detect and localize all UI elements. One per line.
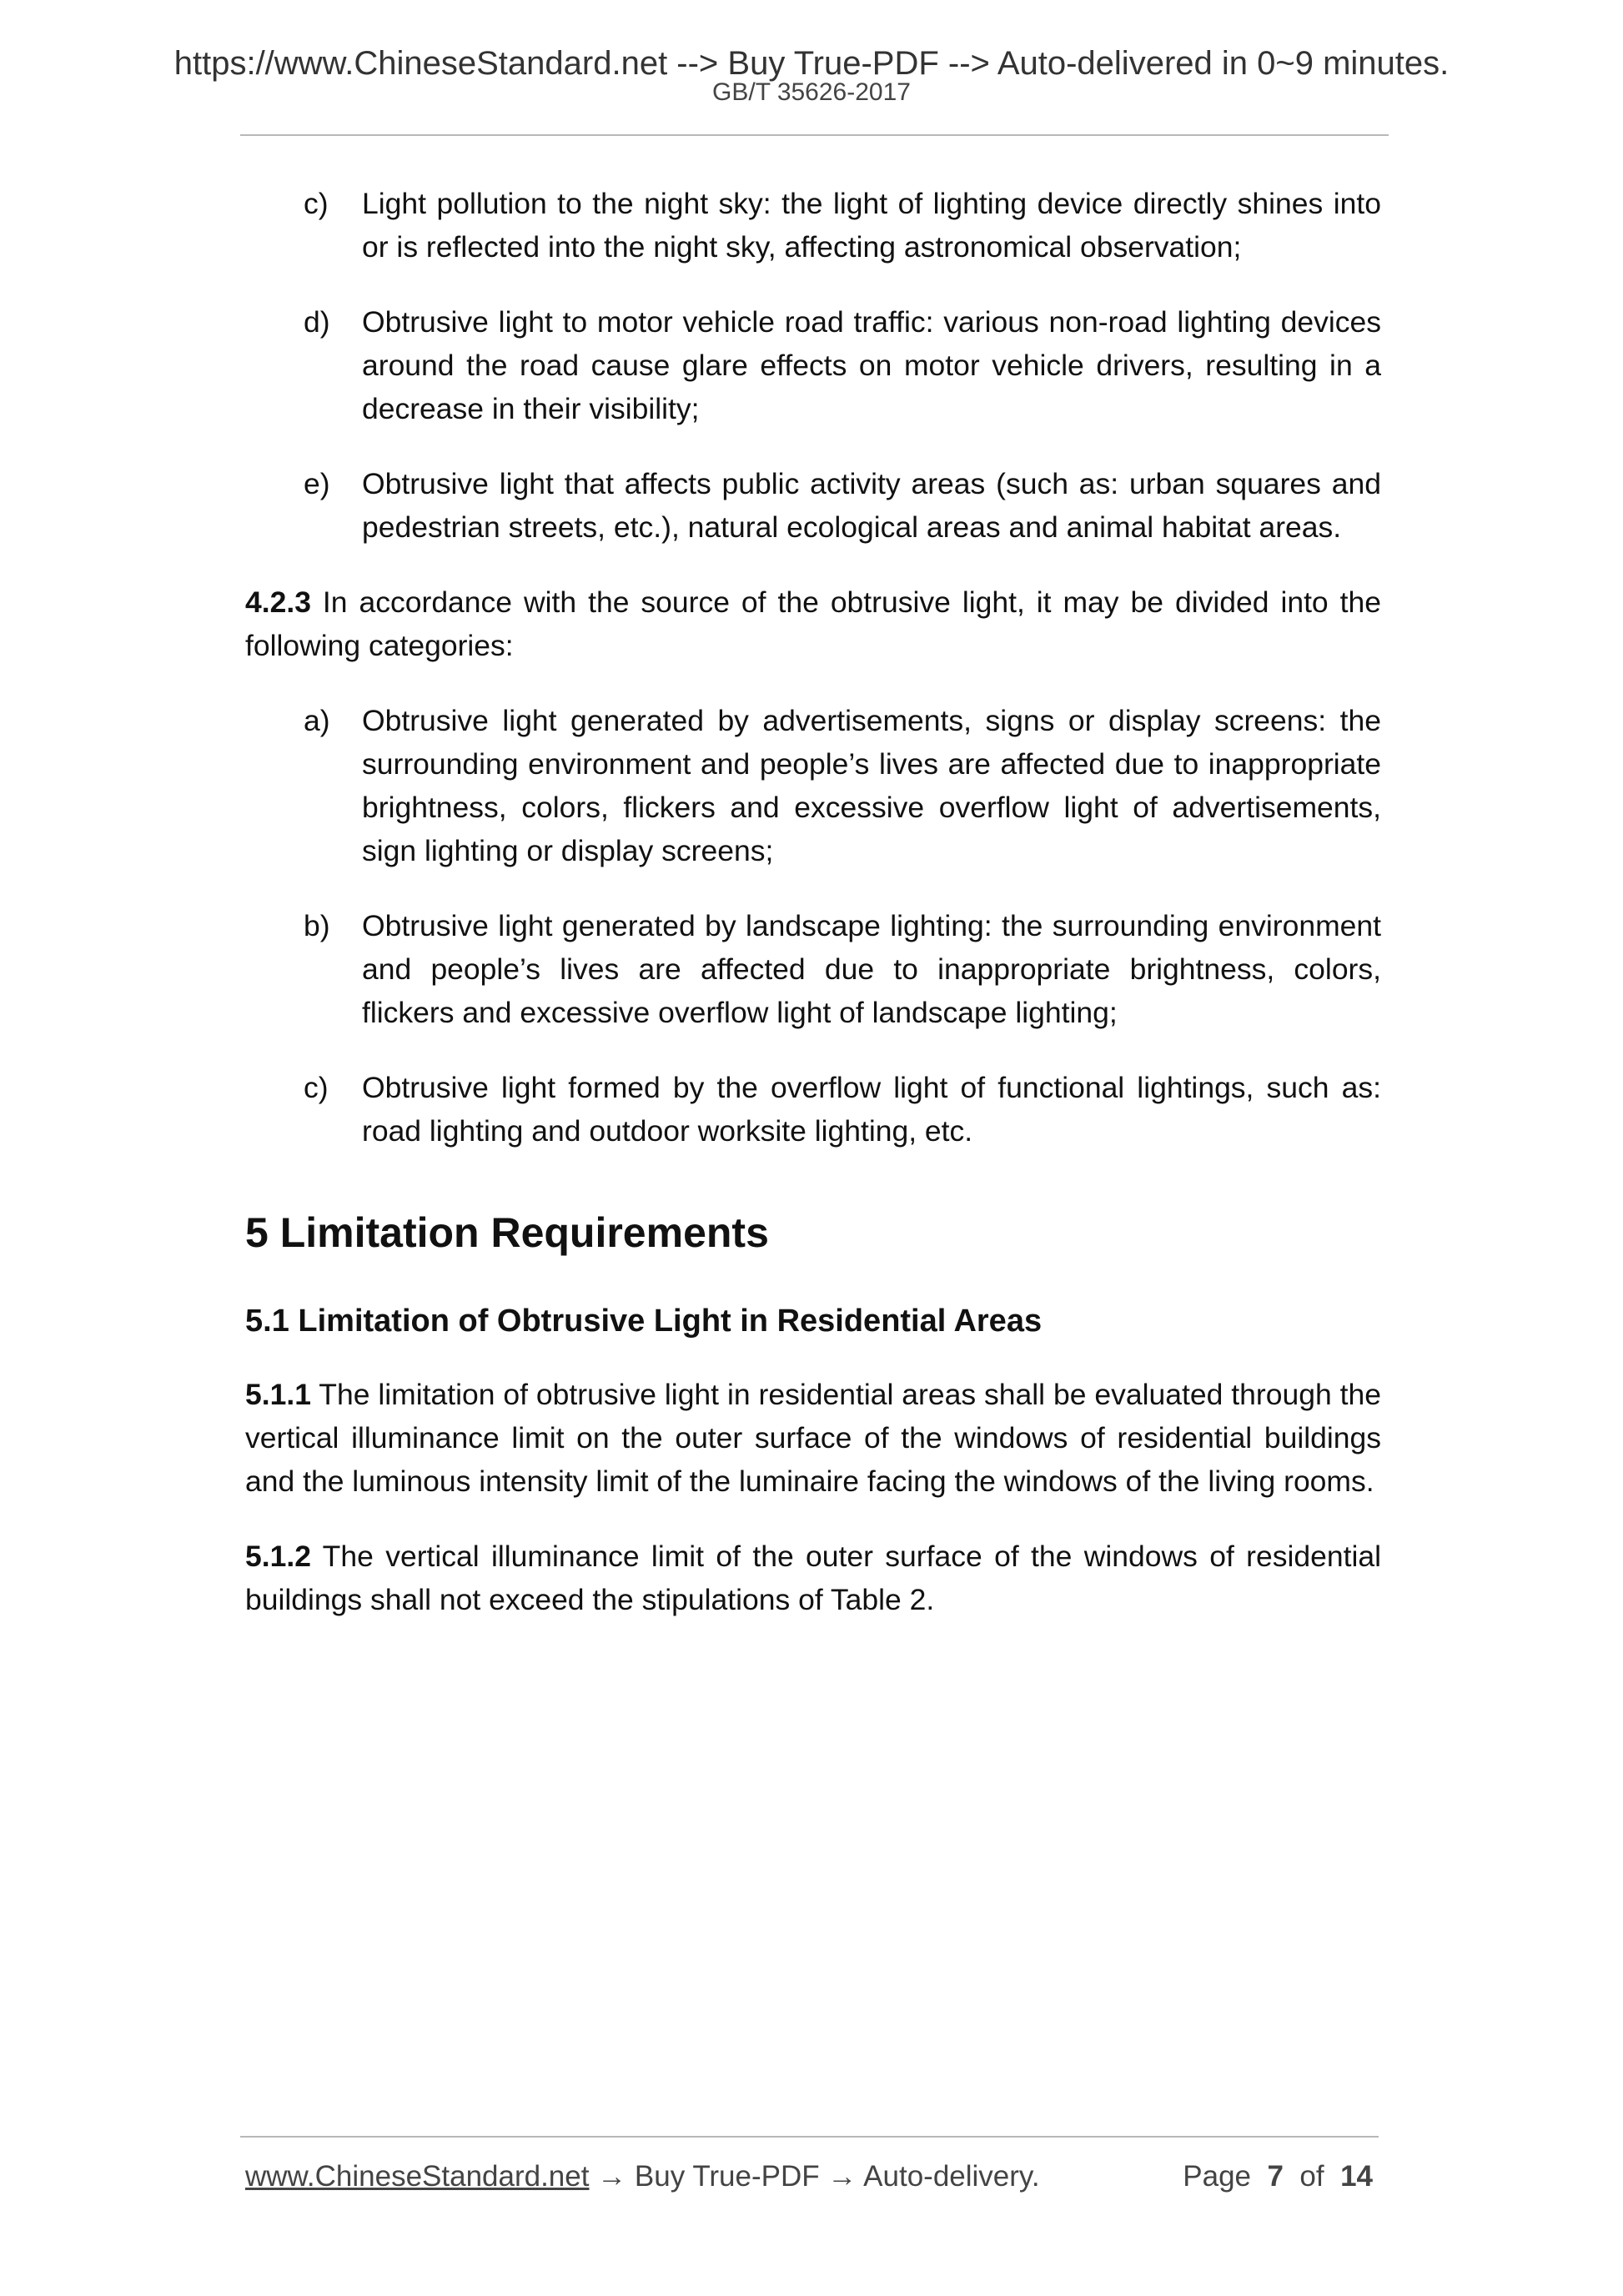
clause-4-2-3 <box>245 580 1381 667</box>
list-item <box>245 462 1381 549</box>
list-item-label: c) <box>304 1071 329 1104</box>
clause-text: The limitation of obtrusive light in residential areas shall be evaluated through the vertical illuminance limit on the outer surface of the windows of residential buildings and the luminous intensity limit of the luminaire facing the windows of the living rooms. <box>245 1378 1381 1498</box>
list-item <box>245 1066 1381 1153</box>
page-indicator <box>1183 2156 1373 2198</box>
footer-site-link[interactable]: www.ChineseStandard.net <box>245 2160 590 2193</box>
page-footer <box>245 2156 1381 2198</box>
list-item-label: a) <box>304 704 330 737</box>
clause-text: In accordance with the source of the obtrusive light, it may be divided into the following categories: <box>245 585 1381 662</box>
page-content <box>245 182 1381 1653</box>
list-item-label: e) <box>304 467 330 500</box>
section-heading: 5 Limitation Requirements <box>245 1209 769 1256</box>
list-item <box>245 699 1381 872</box>
header-divider <box>240 134 1389 136</box>
clause-5-1-2 <box>245 1535 1381 1621</box>
page-total: 14 <box>1340 2160 1373 2193</box>
clause-number: 4.2.3 <box>245 585 311 619</box>
footer-promo-text: → Buy True-PDF → Auto-delivery. <box>589 2160 1040 2193</box>
clause-number: 5.1.1 <box>245 1378 311 1411</box>
list-item <box>245 904 1381 1034</box>
list-item <box>245 182 1381 269</box>
clause-number: 5.1.2 <box>245 1540 311 1573</box>
list-item-text: Obtrusive light that affects public activity areas (such as: urban squares and pedestrian streets, etc.), natural ecological areas and animal habitat areas. <box>362 467 1381 544</box>
list-item <box>245 300 1381 430</box>
clause-text: The vertical illuminance limit of the outer surface of the windows of residential buildings shall not exceed the stipulations of Table 2. <box>245 1540 1381 1616</box>
page-word: Page <box>1183 2160 1252 2193</box>
list-item-text: Obtrusive light generated by landscape lighting: the surrounding environment and people’s lives are affected due to inappropriate brightness, colors, flickers and excessive overflow light of landscape lighting; <box>362 909 1381 1029</box>
list-item-text: Obtrusive light generated by advertisements, signs or display screens: the surrounding environment and people’s lives are affected due to inappropriate brightness, colors, flickers and excessive overflow light of advertisements, sign lighting or display screens; <box>362 704 1381 867</box>
page-number: 7 <box>1267 2160 1284 2193</box>
subsection-heading: 5.1 Limitation of Obtrusive Light in Residential Areas <box>245 1304 1043 1339</box>
list-item-label: c) <box>304 187 329 220</box>
clause-5-1-1 <box>245 1373 1381 1503</box>
top-banner: https://www.ChineseStandard.net --> Buy True-PDF --> Auto-delivered in 0~9 minutes. <box>173 45 1450 82</box>
footer-promo <box>245 2156 1040 2198</box>
list-item-text: Obtrusive light formed by the overflow light of functional lightings, such as: road lighting and outdoor worksite lighting, etc. <box>362 1071 1381 1148</box>
list-item-label: d) <box>304 305 330 339</box>
list-item-text: Obtrusive light to motor vehicle road traffic: various non-road lighting devices around the road cause glare effects on motor vehicle drivers, resulting in a decrease in their visibility; <box>362 305 1381 425</box>
list-item-text: Light pollution to the night sky: the light of lighting device directly shines into or is reflected into the night sky, affecting astronomical observation; <box>362 187 1381 264</box>
list-item-label: b) <box>304 909 330 942</box>
document-code: GB/T 35626-2017 <box>712 78 911 106</box>
footer-divider <box>240 2136 1379 2138</box>
of-word: of <box>1299 2160 1324 2193</box>
